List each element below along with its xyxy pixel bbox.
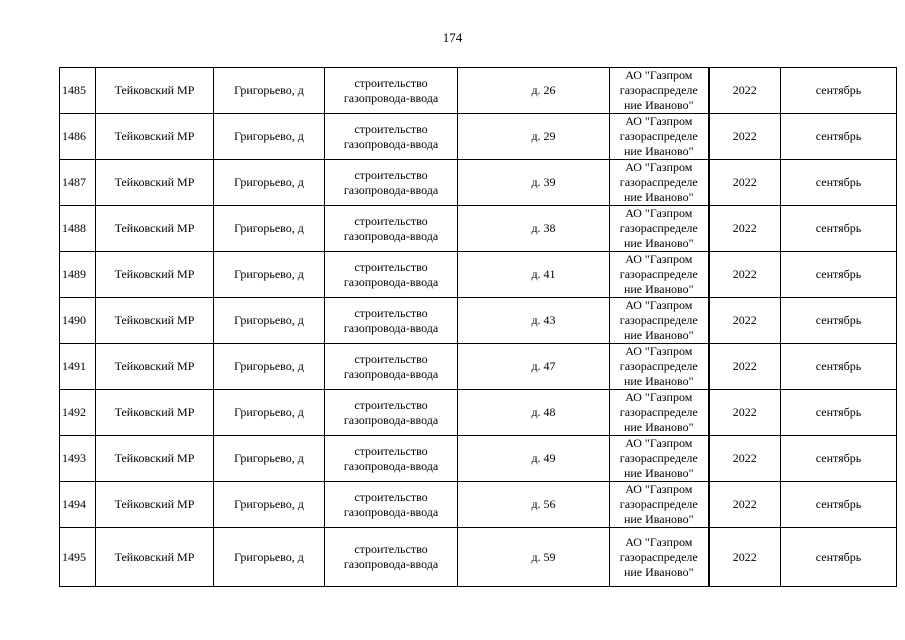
year: 2022 (732, 451, 757, 465)
organization-line: газораспределе (619, 451, 698, 465)
district: Тейковский МР (114, 267, 195, 281)
organization-line: ние Иваново" (623, 98, 694, 112)
month-cell (781, 68, 897, 114)
month: сентябрь (815, 405, 862, 419)
settlement: Григорьево, д (234, 313, 304, 327)
gas-registry-table (59, 67, 897, 587)
district: Тейковский МР (114, 83, 195, 97)
month-cell (781, 528, 897, 587)
district: Тейковский МР (114, 497, 195, 511)
work-type-line: строительство (354, 121, 428, 136)
work-type-line: газопровода-ввода (343, 557, 439, 571)
organization-line: газораспределе (619, 405, 698, 419)
work-type-line: газопровода-ввода (343, 90, 439, 105)
year-cell (709, 436, 781, 482)
month-cell (781, 436, 897, 482)
organization-line: ние Иваново" (623, 236, 694, 250)
year-cell (709, 114, 781, 160)
house-number: д. 56 (531, 497, 556, 511)
table-body (60, 68, 897, 587)
organization-line: газораспределе (619, 497, 698, 511)
settlement: Григорьево, д (234, 497, 304, 511)
organization-line: газораспределе (619, 267, 698, 281)
settlement-cell (214, 68, 325, 114)
table-row (60, 482, 897, 528)
house-number: д. 49 (531, 451, 556, 465)
settlement-cell (214, 206, 325, 252)
organization-line: газораспределе (619, 129, 698, 143)
organization-cell (610, 482, 709, 528)
row-number-cell (60, 298, 96, 344)
district: Тейковский МР (114, 221, 195, 235)
organization-cell (610, 528, 709, 587)
organization-line: ние Иваново" (623, 512, 694, 526)
work-type-cell (325, 206, 458, 252)
house-cell (458, 528, 610, 587)
work-type-line: строительство (354, 213, 428, 228)
organization-line: АО "Газпром (625, 436, 693, 450)
month: сентябрь (815, 497, 862, 511)
organization-line: ние Иваново" (623, 282, 694, 296)
row-number: 1492 (62, 405, 86, 419)
house-cell (458, 252, 610, 298)
organization-line: АО "Газпром (625, 160, 693, 174)
table-row (60, 298, 897, 344)
year: 2022 (732, 129, 757, 143)
month-cell (781, 390, 897, 436)
row-number: 1491 (62, 359, 86, 373)
year-cell (709, 390, 781, 436)
row-number-cell (60, 528, 96, 587)
settlement: Григорьево, д (234, 267, 304, 281)
organization-line: АО "Газпром (625, 344, 693, 358)
house-number: д. 59 (531, 549, 556, 564)
house-cell (458, 160, 610, 206)
work-type-line: газопровода-ввода (343, 366, 439, 381)
house-number: д. 26 (531, 83, 556, 97)
table-row (60, 252, 897, 298)
settlement-cell (214, 528, 325, 587)
row-number: 1488 (62, 221, 86, 235)
house-cell (458, 206, 610, 252)
month: сентябрь (815, 451, 862, 465)
year: 2022 (732, 313, 757, 327)
month-cell (781, 298, 897, 344)
organization-line: АО "Газпром (625, 206, 693, 220)
row-number-cell (60, 436, 96, 482)
month: сентябрь (815, 83, 862, 97)
work-type-line: газопровода-ввода (343, 274, 439, 289)
organization-cell (610, 252, 709, 298)
work-type-line: газопровода-ввода (343, 458, 439, 473)
organization-line: ние Иваново" (623, 190, 694, 204)
year: 2022 (732, 221, 757, 235)
year-cell (709, 206, 781, 252)
organization-line: АО "Газпром (625, 298, 693, 312)
house-number: д. 39 (531, 175, 556, 189)
year: 2022 (732, 267, 757, 281)
row-number: 1485 (62, 83, 86, 97)
district-cell (96, 390, 214, 436)
month-cell (781, 344, 897, 390)
work-type-cell (325, 252, 458, 298)
month: сентябрь (815, 221, 862, 235)
settlement: Григорьево, д (234, 129, 304, 143)
work-type-line: газопровода-ввода (343, 182, 439, 197)
work-type-line: строительство (354, 75, 428, 90)
year: 2022 (732, 175, 757, 189)
table-row (60, 160, 897, 206)
district: Тейковский МР (114, 405, 195, 419)
organization-cell (610, 68, 709, 114)
month: сентябрь (815, 129, 862, 143)
work-type-cell (325, 390, 458, 436)
settlement-cell (214, 298, 325, 344)
organization-line: газораспределе (619, 221, 698, 235)
organization-cell (610, 390, 709, 436)
work-type-line: строительство (354, 305, 428, 320)
settlement-cell (214, 252, 325, 298)
year-cell (709, 482, 781, 528)
year: 2022 (732, 83, 757, 97)
work-type-line: газопровода-ввода (343, 412, 439, 427)
district-cell (96, 482, 214, 528)
work-type-line: газопровода-ввода (343, 320, 439, 335)
organization-line: ние Иваново" (623, 328, 694, 342)
settlement: Григорьево, д (234, 405, 304, 419)
row-number: 1490 (62, 313, 86, 327)
work-type-line: строительство (354, 443, 428, 458)
organization-line: газораспределе (619, 359, 698, 373)
organization-line: АО "Газпром (625, 390, 693, 404)
district: Тейковский МР (114, 129, 195, 143)
organization-cell (610, 160, 709, 206)
organization-line: АО "Газпром (625, 482, 693, 496)
work-type-line: газопровода-ввода (343, 504, 439, 519)
district: Тейковский МР (114, 359, 195, 373)
row-number-cell (60, 390, 96, 436)
page-number: 174 (442, 30, 463, 45)
month: сентябрь (815, 313, 862, 327)
work-type-line: газопровода-ввода (343, 228, 439, 243)
settlement: Григорьево, д (234, 221, 304, 235)
month-cell (781, 252, 897, 298)
work-type-line: строительство (354, 397, 428, 412)
settlement: Григорьево, д (234, 83, 304, 97)
house-cell (458, 114, 610, 160)
year: 2022 (732, 549, 757, 564)
district-cell (96, 298, 214, 344)
work-type-line: газопровода-ввода (343, 136, 439, 151)
house-cell (458, 344, 610, 390)
district-cell (96, 344, 214, 390)
work-type-cell (325, 68, 458, 114)
house-cell (458, 436, 610, 482)
house-cell (458, 390, 610, 436)
work-type-cell (325, 114, 458, 160)
settlement: Григорьево, д (234, 175, 304, 189)
house-number: д. 41 (531, 267, 556, 281)
organization-cell (610, 114, 709, 160)
row-number: 1494 (62, 497, 86, 511)
organization-line: ние Иваново" (623, 374, 694, 388)
row-number: 1495 (62, 549, 86, 564)
settlement: Григорьево, д (234, 359, 304, 373)
settlement: Григорьево, д (234, 451, 304, 465)
house-cell (458, 482, 610, 528)
year: 2022 (732, 405, 757, 419)
house-cell (458, 298, 610, 344)
table-row (60, 390, 897, 436)
organization-line: АО "Газпром (625, 114, 693, 128)
district: Тейковский МР (114, 451, 195, 465)
table-row (60, 206, 897, 252)
month: сентябрь (815, 175, 862, 189)
month-cell (781, 114, 897, 160)
house-number: д. 47 (531, 359, 556, 373)
district: Тейковский МР (114, 175, 195, 189)
row-number-cell (60, 114, 96, 160)
district: Тейковский МР (114, 313, 195, 327)
settlement-cell (214, 114, 325, 160)
year-cell (709, 528, 781, 587)
work-type-cell (325, 298, 458, 344)
work-type-line: строительство (354, 351, 428, 366)
organization-line: АО "Газпром (625, 252, 693, 266)
row-number: 1493 (62, 451, 86, 465)
year-cell (709, 160, 781, 206)
district-cell (96, 114, 214, 160)
district-cell (96, 436, 214, 482)
work-type-line: строительство (354, 489, 428, 504)
organization-line: газораспределе (619, 313, 698, 327)
work-type-cell (325, 482, 458, 528)
house-number: д. 48 (531, 405, 556, 419)
month-cell (781, 206, 897, 252)
settlement-cell (214, 482, 325, 528)
row-number-cell (60, 344, 96, 390)
row-number: 1487 (62, 175, 86, 189)
organization-line: газораспределе (619, 549, 698, 564)
district-cell (96, 68, 214, 114)
month: сентябрь (815, 359, 862, 373)
work-type-cell (325, 436, 458, 482)
year-cell (709, 252, 781, 298)
organization-line: ние Иваново" (623, 466, 694, 480)
organization-line: АО "Газпром (625, 68, 693, 82)
work-type-line: строительство (354, 259, 428, 274)
table-row (60, 436, 897, 482)
row-number: 1489 (62, 267, 86, 281)
organization-line: газораспределе (619, 83, 698, 97)
work-type-cell (325, 344, 458, 390)
settlement-cell (214, 344, 325, 390)
row-number: 1486 (62, 129, 86, 143)
district-cell (96, 160, 214, 206)
year: 2022 (732, 497, 757, 511)
table-row (60, 114, 897, 160)
organization-line: ние Иваново" (623, 564, 694, 579)
organization-cell (610, 298, 709, 344)
year-cell (709, 298, 781, 344)
district-cell (96, 206, 214, 252)
organization-line: ние Иваново" (623, 144, 694, 158)
district-cell (96, 252, 214, 298)
settlement-cell (214, 160, 325, 206)
month-cell (781, 160, 897, 206)
row-number-cell (60, 68, 96, 114)
house-number: д. 43 (531, 313, 556, 327)
organization-line: газораспределе (619, 175, 698, 189)
work-type-cell (325, 160, 458, 206)
row-number-cell (60, 482, 96, 528)
house-number: д. 38 (531, 221, 556, 235)
row-number-cell (60, 160, 96, 206)
district-cell (96, 528, 214, 587)
settlement-cell (214, 436, 325, 482)
house-cell (458, 68, 610, 114)
organization-cell (610, 436, 709, 482)
row-number-cell (60, 252, 96, 298)
work-type-cell (325, 528, 458, 587)
table-row (60, 68, 897, 114)
month: сентябрь (815, 267, 862, 281)
organization-line: ние Иваново" (623, 420, 694, 434)
district: Тейковский МР (114, 549, 195, 564)
table-row (60, 528, 897, 587)
year: 2022 (732, 359, 757, 373)
year-cell (709, 344, 781, 390)
settlement-cell (214, 390, 325, 436)
table-row (60, 344, 897, 390)
work-type-line: строительство (354, 542, 428, 556)
month: сентябрь (815, 549, 862, 564)
organization-cell (610, 206, 709, 252)
work-type-line: строительство (354, 167, 428, 182)
row-number-cell (60, 206, 96, 252)
organization-cell (610, 344, 709, 390)
house-number: д. 29 (531, 129, 556, 143)
year-cell (709, 68, 781, 114)
settlement: Григорьево, д (234, 549, 304, 564)
month-cell (781, 482, 897, 528)
organization-line: АО "Газпром (625, 534, 693, 549)
